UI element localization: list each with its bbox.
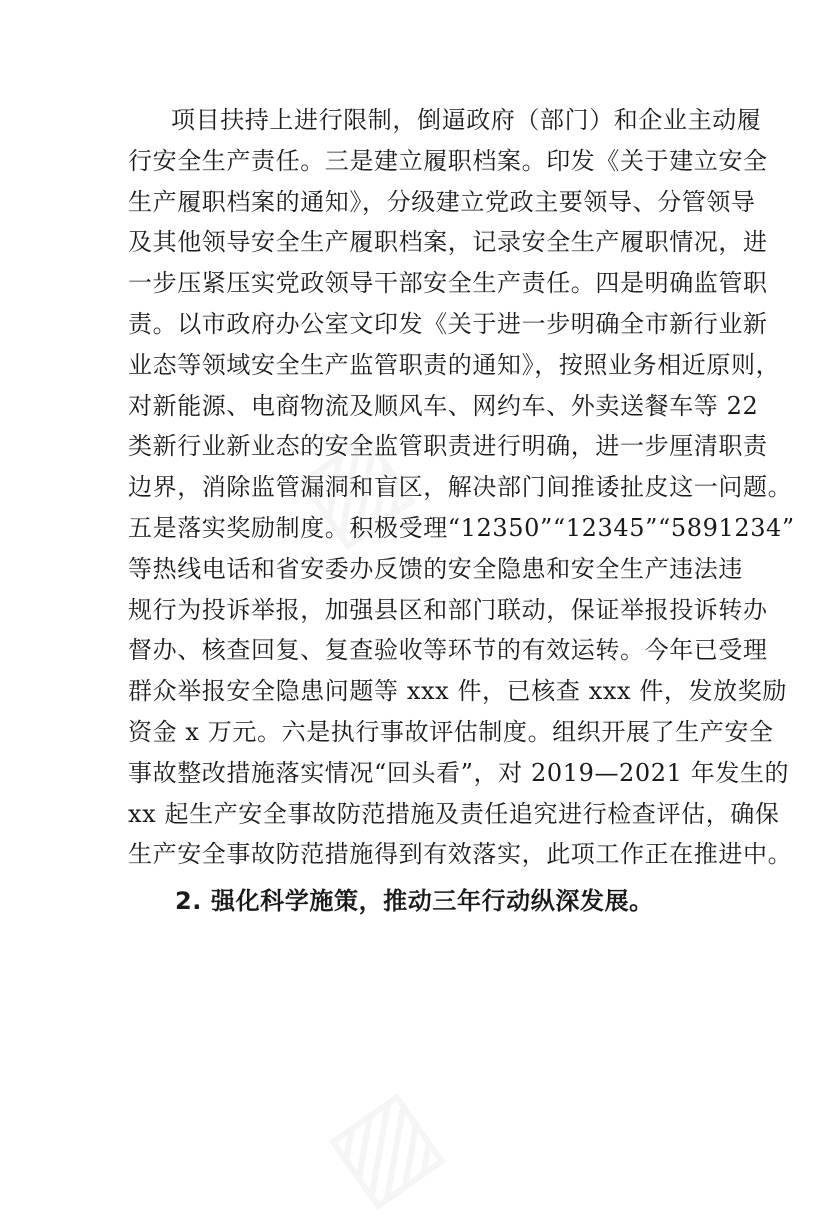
paragraph-line: 对新能源、电商物流及顺风车、网约车、外卖送餐车等 22 bbox=[128, 392, 759, 420]
watermark-mark: ▨ bbox=[272, 401, 432, 567]
paragraph-line: 事故整改措施落实情况“回头看”，对 2019—2021 年发生的 bbox=[128, 759, 790, 787]
paragraph-line: 及其他领导安全生产履职档案，记录安全生产履职情况，进 bbox=[128, 228, 768, 256]
paragraph-line: 一步压紧压实党政领导干部安全生产责任。四是明确监管职 bbox=[128, 269, 768, 297]
paragraph-line: 规行为投诉举报，加强县区和部门联动，保证举报投诉转办 bbox=[128, 596, 768, 624]
paragraph-line: 五是落实奖励制度。积极受理“12350”“12345”“5891234” bbox=[128, 514, 795, 542]
paragraph-line: 边界，消除监管漏洞和盲区，解决部门间推诿扯皮这一问题。 bbox=[128, 473, 793, 501]
paragraph-line: 责。以市政府办公室文印发《关于进一步明确全市新行业新 bbox=[128, 310, 768, 338]
section-heading: 2. 强化科学施策，推动三年行动纵深发展。 bbox=[175, 887, 654, 915]
paragraph-line: 等热线电话和省安委办反馈的安全隐患和安全生产违法违 bbox=[128, 555, 743, 583]
paragraph-line: 资金 x 万元。六是执行事故评估制度。组织开展了生产安全 bbox=[128, 718, 774, 746]
paragraph-line: 群众举报安全隐患问题等 xxx 件，已核查 xxx 件，发放奖励 bbox=[128, 677, 787, 705]
paragraph-line: 项目扶持上进行限制，倒逼政府（部门）和企业主动履 bbox=[171, 106, 762, 134]
paragraph-line: 督办、核查回复、复查验收等环节的有效运转。今年已受理 bbox=[128, 636, 768, 664]
paragraph-line: 行安全生产责任。三是建立履职档案。印发《关于建立安全 bbox=[128, 147, 768, 175]
paragraph-line: 业态等领域安全生产监管职责的通知》，按照业务相近原则， bbox=[128, 351, 781, 379]
paragraph-line: xx 起生产安全事故防范措施及责任追究进行检查评估，确保 bbox=[128, 800, 780, 828]
paragraph-line: 类新行业新业态的安全监管职责进行明确，进一步厘清职责 bbox=[128, 432, 768, 460]
paragraph-line: 生产安全事故防范措施得到有效落实，此项工作正在推进中。 bbox=[128, 840, 793, 868]
paragraph-line: 生产履职档案的通知》，分级建立党政主要领导、分管领导 bbox=[128, 188, 756, 216]
watermark-mark: ▨ bbox=[302, 1061, 462, 1226]
